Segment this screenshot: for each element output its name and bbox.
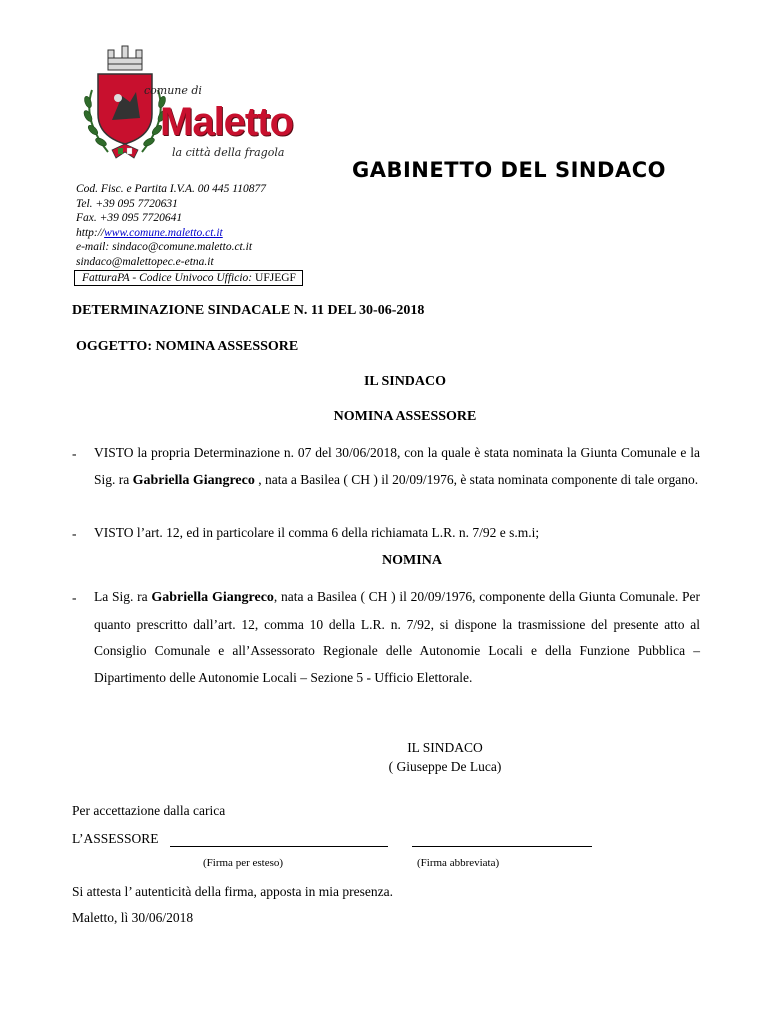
signature-title: IL SINDACO [407,740,483,755]
acceptance-intro: Per accettazione dalla carica [72,803,226,818]
nomina-text-a: La Sig. ra [94,589,152,604]
bullet-dash: - [72,590,77,605]
crown-icon [108,46,142,70]
fattura-line [76,270,303,287]
signature-line-abbreviated[interactable] [412,846,592,847]
tax-code: Cod. Fisc. e Partita I.V.A. 00 445 110877 [76,183,266,195]
assessore-name: Gabriella Giangreco [132,472,255,488]
signature-line-full[interactable] [170,846,388,847]
nomina-assessore-heading: NOMINA ASSESSORE [333,409,477,424]
assessore-name: Gabriella Giangreco [151,590,274,605]
nomina-paragraph [94,584,700,691]
visto1-text-a: VISTO la propria Determinazione n. 07 del 30/06/2018, con la quale è stata nominata la Giunta Comunale e la Sig. ra [94,445,700,487]
visto-paragraph-1 [94,440,700,494]
contact-block [76,182,303,286]
assessore-label: L’ASSESSORE [72,831,159,846]
website-link[interactable]: www.comune.maletto.ct.it [104,226,223,239]
http-prefix: http:// [76,226,105,239]
il-sindaco-heading: IL SINDACO [363,374,447,389]
bullet-dash: - [72,446,77,461]
ribbon-icon [112,144,138,158]
email: e-mail: sindaco@comune.maletto.ct.it [76,241,253,254]
visto1-text-b: , nata a Basilea ( CH ) il 20/09/1976, è stata nominata componente di tale organo. [254,471,699,487]
determinazione-heading: DETERMINAZIONE SINDACALE N. 11 DEL 30-06-2018 [72,303,425,318]
nomina-heading: NOMINA [382,553,442,568]
logo-comune-text: comune di [144,84,202,97]
fattura-label: FatturaPA - Codice Univoco Ufficio: [82,271,253,284]
firma-esteso-caption: (Firma per esteso) [203,857,284,869]
oggetto-line: OGGETTO: NOMINA ASSESSORE [76,339,299,354]
bullet-dash: - [72,526,77,541]
visto-paragraph-2: VISTO l’art. 12, ed in particolare il comma 6 della richiamata L.R. n. 7/92 e s.m.i; [94,525,540,540]
fattura-box [74,270,303,287]
nomina-text-b: , nata a Basilea ( CH ) il 20/09/1976, componente della Giunta Comunale. Per quanto prescritto dall’art. 12, comma 10 della L.R. n. 7/92, si dispone la trasmissione del presente atto al Consiglio Comunale e all’Assessorato Regionale delle Autonomie Locali e della Funzione Pubblica – Dipartimento delle Autonomie Locali – Sezione 5 - Ufficio Elettorale. [94,589,700,685]
logo-tagline: la città della fragola [172,146,285,159]
attestation-text: Si attesta l’ autenticità della firma, apposta in mia presenza. [72,884,394,899]
website-line [76,226,303,241]
signature-name: ( Giuseppe De Luca) [388,759,502,774]
pec-email: sindaco@malettopec.e-etna.it [76,255,214,268]
firma-abbreviata-caption: (Firma abbreviata) [417,857,500,869]
office-title: GABINETTO DEL SINDACO [352,158,666,182]
place-date: Maletto, lì 30/06/2018 [72,910,194,925]
logo-town-name: Maletto [160,100,293,144]
fattura-code: UFJEGF [255,271,296,284]
fax: Fax. +39 095 7720641 [76,212,183,225]
phone: Tel. +39 095 7720631 [76,197,178,210]
